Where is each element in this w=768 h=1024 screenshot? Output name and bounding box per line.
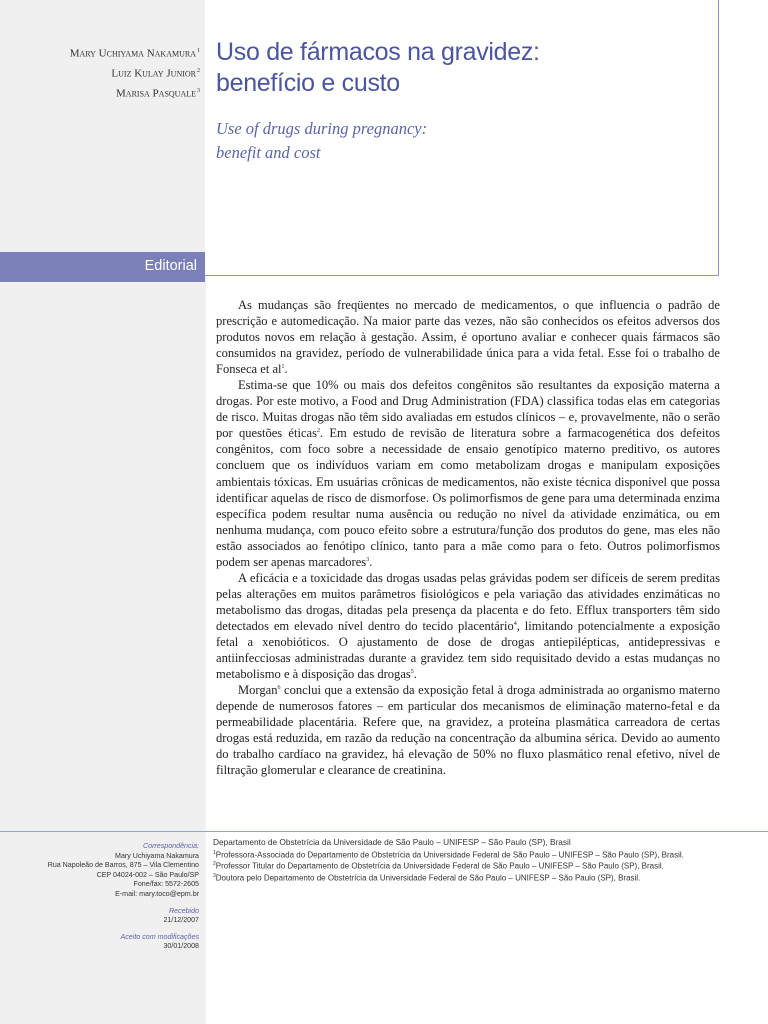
correspondence-name: Mary Uchiyama Nakamura [115,851,199,860]
author-mark: 1 [197,48,200,54]
affiliation-main: Departamento de Obstetrícia da Universidade de São Paulo – UNIFESP – São Paulo (SP), Brasil [213,837,571,847]
author-3 [0,83,200,103]
text-run: . Em estudo de revisão de literatura sobre a farmacogenética dos defeitos congênitos, com foco sobre a necessidade de ensaio genotípico materno preditivo, os autores concluem que os indivíduos variam em como metabolizam drogas e manipulam exposições ambientais tóxicas. Em usuárias crônicas de medicamentos, não existe técnica disponível que possa identificar aquelas de risco de dismorfose. Os polimorfismos de gene para uma determinada enzima específica podem resultar numa ausência ou redução no nível da atividade enzimática, ou em nenhuma mudança, com pouco efeito sobre a estrutura/função dos produtos do gene, mas eles não estão associados ao fenótipo clínico, tanto para a mãe como para o feto. Outros polimorfismos podem ser apenas marcadores [216,426,720,569]
author-list [0,43,200,103]
text-run: , limitando potencialmente a exposição fetal a xenobióticos. O ajustamento de dose de drogas antiepilépticas, antidepressivas e antiinfecciosas administradas durante a gravidez tem sido requisitado devido a estas mudanças no metabolismo e à disposição das drogas [216,618,721,682]
section-label: Editorial [144,258,197,274]
title-pt-line-2: benefício e custo [216,69,400,97]
accepted-label: Aceito com modificações [120,932,199,941]
paragraph-1 [216,297,720,377]
affiliation-1 [213,849,753,860]
author-name: Mary Uchiyama Nakamura [69,47,196,60]
affiliation-mark: 3 [213,872,216,879]
article-title-pt [216,37,540,99]
text-run: Estima-se que 10% ou mais dos defeitos congênitos são resultantes da exposição materna a drogas. Por este motivo, a Food and Drug Administration (FDA) classifica todas elas em categorias de risco. Muitas drogas não têm sido avaliadas em estudos clínicos – e, provavelmente, não o serão por questões éticas [216,378,720,441]
author-1 [0,43,200,63]
author-name: Marisa Pasquale [116,87,196,100]
received-label: Recebido [169,906,199,915]
title-pt-line-1: Uso de fármacos na gravidez: [216,38,540,66]
title-en-line-1: Use of drugs during pregnancy: [216,119,428,138]
reference-mark: 6 [277,684,281,691]
paragraph-2 [216,377,720,570]
author-mark: 3 [197,88,200,95]
affiliation-mark: 1 [213,849,216,856]
affiliation-mark: 2 [213,861,216,868]
affiliation-text: Professora-Associada do Departamento de Obstetrícia da Universidade Federal de São Paulo – UNIFESP – São Paulo (SP), Brasil. [215,850,684,860]
affiliation-text: Doutora pelo Departamento de Obstetrícia da Universidade Federal de São Paulo – UNIFESP – São Paulo (SP), Brasil. [215,873,641,883]
reference-mark: 3 [366,556,370,563]
footer-divider [0,831,768,832]
correspondence-block [0,842,199,952]
affiliations-block [213,838,753,883]
article-title-en [216,117,427,165]
correspondence-address: Rua Napoleão de Barros, 875 – Vila Clementino [47,861,199,870]
text-run: . [413,667,417,682]
paragraph-3 [216,570,720,682]
affiliation-2 [213,860,753,871]
reference-mark: 2 [317,428,320,435]
title-en-line-2: benefit and cost [216,143,321,162]
reference-mark: 5 [410,668,414,675]
affiliation-text: Professor Titular do Departamento de Obstetrícia da Universidade Federal de São Paulo – UNIFESP – São Paulo (SP), Brasil. [215,861,664,871]
correspondence-label: Correspondência: [143,842,199,850]
author-name: Luiz Kulay Junior [111,67,196,80]
correspondence-phone: Fone/fax: 5572-2605 [133,880,199,889]
text-run: As mudanças são freqüentes no mercado de medicamentos, o que influencia o padrão de prescrição e automedicação. Na maior parte das vezes, não são conhecidos os efeitos adversos dos produtos novos em relação à gestação. Assim, é oportuno avaliar e conhecer quais fármacos são consumidos na gravidez, período de vulnerabilidade única para a vida fetal. Esse foi o trabalho de Fonseca et al [216,298,720,377]
text-run: . [284,362,288,377]
correspondence-postal: CEP 04024-002 – São Paulo/SP [96,870,199,879]
article-body [216,297,720,778]
correspondence-email: E-mail: mary.toco@epm.br [115,889,199,898]
accepted-date: 30/01/2008 [163,942,199,951]
author-2 [0,63,200,83]
paragraph-4 [216,682,720,778]
affiliation-3 [213,872,753,883]
reference-mark: 1 [281,364,285,371]
reference-mark: 4 [513,620,517,627]
section-band [0,252,205,282]
text-run: Morgan [238,683,278,698]
author-mark: 2 [197,68,200,75]
text-run: A eficácia e a toxicidade das drogas usadas pelas grávidas podem ser difíceis de serem preditas pelas alterações em muitos parâmetros fisiológicos e pela variação das atividades enzimáticas no metabolismo das drogas, ditadas pela presença da placenta e do feto. Efflux transporters têm sido detectados em elevado nível dentro do tecido placentário [216,570,720,633]
received-date: 21/12/2007 [163,916,199,925]
text-run: . [369,554,373,569]
text-run: conclui que a extensão da exposição fetal à droga administrada ao organismo materno depende de numerosos fatores – em particular dos mecanismos de eliminação materno-fetal e da permeabilidade placentária. Refere que, na gravidez, a proteína plasmática carreadora de certas drogas está reduzida, em razão da redução na concentração da albumina sérica. Devido ao aumento do trabalho cardíaco na gravidez, há elevação de 50% no fluxo plasmático renal efetivo, nível de filtração glomerular e clearance de creatinina. [216,683,720,778]
